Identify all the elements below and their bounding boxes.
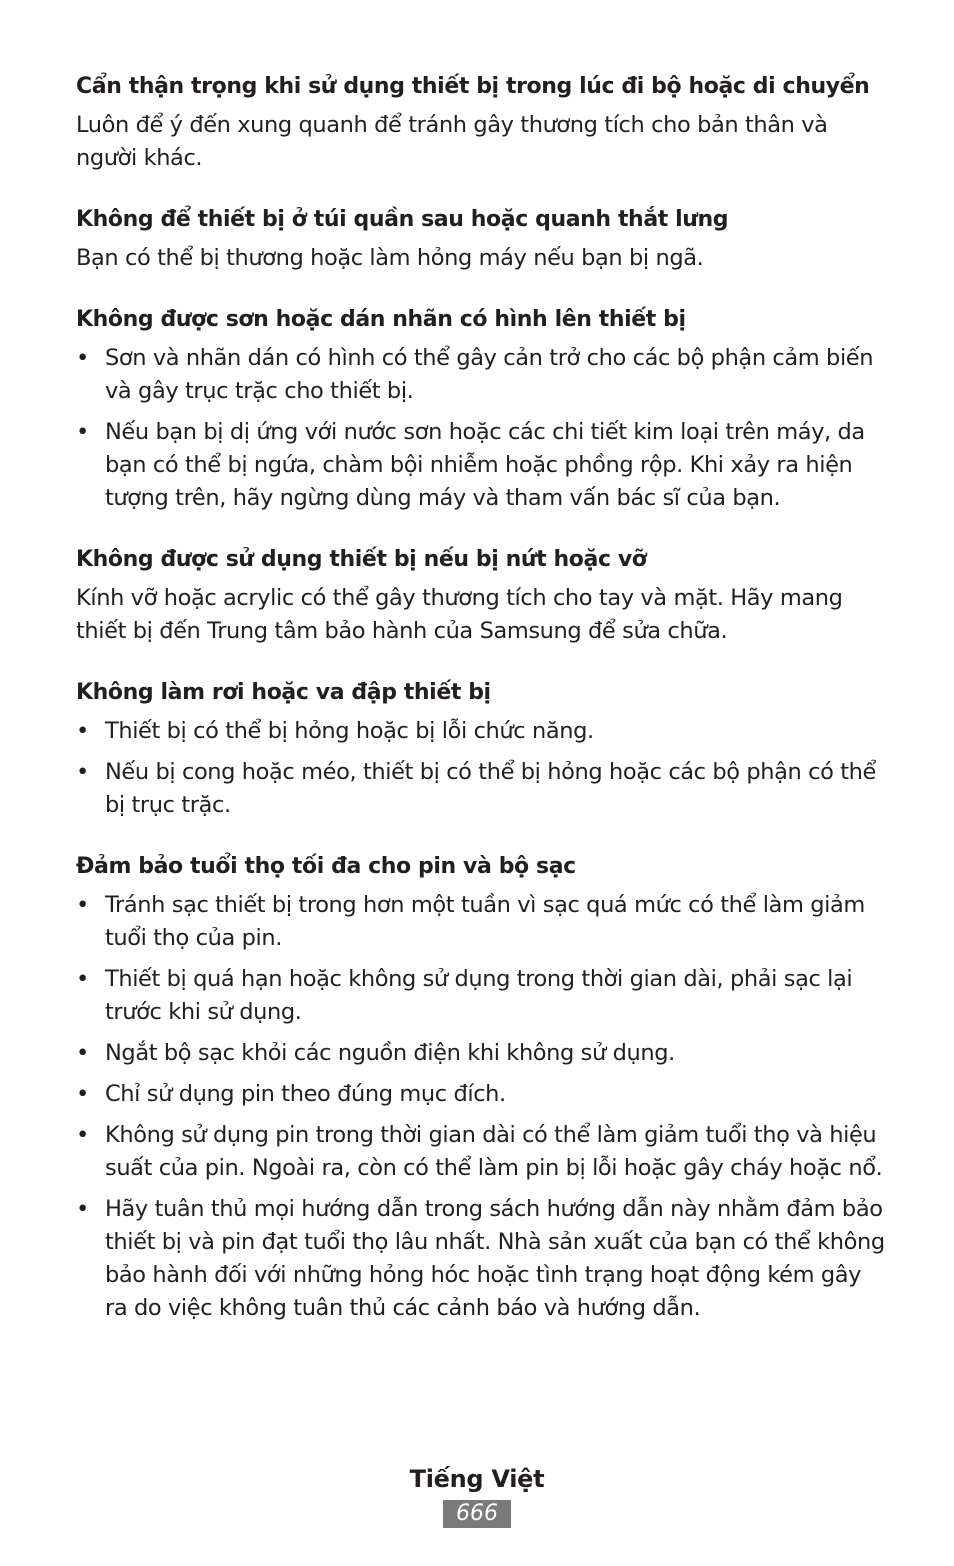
footer-language: Tiếng Việt <box>409 1465 545 1493</box>
document-content <box>76 70 886 1353</box>
list-item <box>76 963 886 1029</box>
section-paint-stickers <box>76 303 886 515</box>
list-item <box>76 342 886 408</box>
list-item <box>76 889 886 955</box>
section-heading: Không để thiết bị ở túi quần sau hoặc quanh thắt lưng <box>76 207 729 232</box>
bullet-icon: • <box>76 892 89 918</box>
bullet-icon: • <box>76 1040 89 1066</box>
list-item-text: Nếu bị cong hoặc méo, thiết bị có thể bị hỏng hoặc các bộ phận có thể bị trục trặc. <box>105 759 876 818</box>
section-paragraph: Bạn có thể bị thương hoặc làm hỏng máy nếu bạn bị ngã. <box>76 245 704 271</box>
section-heading: Cẩn thận trọng khi sử dụng thiết bị trong lúc đi bộ hoặc di chuyển <box>76 74 870 99</box>
list-item-text: Sơn và nhãn dán có hình có thể gây cản trở cho các bộ phận cảm biến và gây trục trặc cho thiết bị. <box>105 345 874 404</box>
section-heading: Không được sử dụng thiết bị nếu bị nứt hoặc vỡ <box>76 547 647 572</box>
section-paragraph: Luôn để ý đến xung quanh để tránh gây thương tích cho bản thân và người khác. <box>76 112 828 171</box>
list-item-text: Không sử dụng pin trong thời gian dài có thể làm giảm tuổi thọ và hiệu suất của pin. Ngoài ra, còn có thể làm pin bị lỗi hoặc gây cháy hoặc nổ. <box>105 1122 883 1181</box>
bullet-icon: • <box>76 718 89 744</box>
bullet-icon: • <box>76 345 89 371</box>
list-item-text: Tránh sạc thiết bị trong hơn một tuần vì sạc quá mức có thể làm giảm tuổi thọ của pin. <box>105 892 865 951</box>
bullet-icon: • <box>76 419 89 445</box>
bullet-list <box>76 342 886 515</box>
list-item <box>76 1037 886 1070</box>
section-battery-life <box>76 850 886 1325</box>
list-item-text: Chỉ sử dụng pin theo đúng mục đích. <box>105 1081 506 1107</box>
list-item <box>76 416 886 515</box>
list-item-text: Nếu bạn bị dị ứng với nước sơn hoặc các chi tiết kim loại trên máy, da bạn có thể bị ngứa, chàm bội nhiễm hoặc phồng rộp. Khi xảy ra hiện tượng trên, hãy ngừng dùng máy và tham vấn bác sĩ của bạn. <box>105 419 865 511</box>
section-back-pocket <box>76 203 886 275</box>
page-footer <box>0 1462 954 1528</box>
section-heading: Đảm bảo tuổi thọ tối đa cho pin và bộ sạc <box>76 854 576 879</box>
list-item-text: Hãy tuân thủ mọi hướng dẫn trong sách hướng dẫn này nhằm đảm bảo thiết bị và pin đạt tuổi thọ lâu nhất. Nhà sản xuất của bạn có thể không bảo hành đối với những hỏng hóc hoặc tình trạng hoạt động kém gây ra do việc không tuân thủ các cảnh báo và hướng dẫn. <box>105 1196 885 1321</box>
section-walking-caution <box>76 70 886 175</box>
list-item-text: Thiết bị có thể bị hỏng hoặc bị lỗi chức năng. <box>105 718 594 744</box>
page-number: 666 <box>443 1500 511 1528</box>
list-item <box>76 1078 886 1111</box>
bullet-list <box>76 715 886 822</box>
list-item <box>76 1193 886 1325</box>
section-heading: Không được sơn hoặc dán nhãn có hình lên thiết bị <box>76 307 686 332</box>
list-item <box>76 1119 886 1185</box>
section-cracked-device <box>76 543 886 648</box>
section-drop-impact <box>76 676 886 822</box>
list-item-text: Ngắt bộ sạc khỏi các nguồn điện khi không sử dụng. <box>105 1040 675 1066</box>
bullet-icon: • <box>76 1196 89 1222</box>
list-item <box>76 715 886 748</box>
bullet-icon: • <box>76 759 89 785</box>
section-heading: Không làm rơi hoặc va đập thiết bị <box>76 680 491 705</box>
bullet-icon: • <box>76 1081 89 1107</box>
bullet-list <box>76 889 886 1325</box>
list-item <box>76 756 886 822</box>
bullet-icon: • <box>76 966 89 992</box>
list-item-text: Thiết bị quá hạn hoặc không sử dụng trong thời gian dài, phải sạc lại trước khi sử dụng. <box>105 966 853 1025</box>
bullet-icon: • <box>76 1122 89 1148</box>
section-paragraph: Kính vỡ hoặc acrylic có thể gây thương tích cho tay và mặt. Hãy mang thiết bị đến Trung tâm bảo hành của Samsung để sửa chữa. <box>76 585 843 644</box>
